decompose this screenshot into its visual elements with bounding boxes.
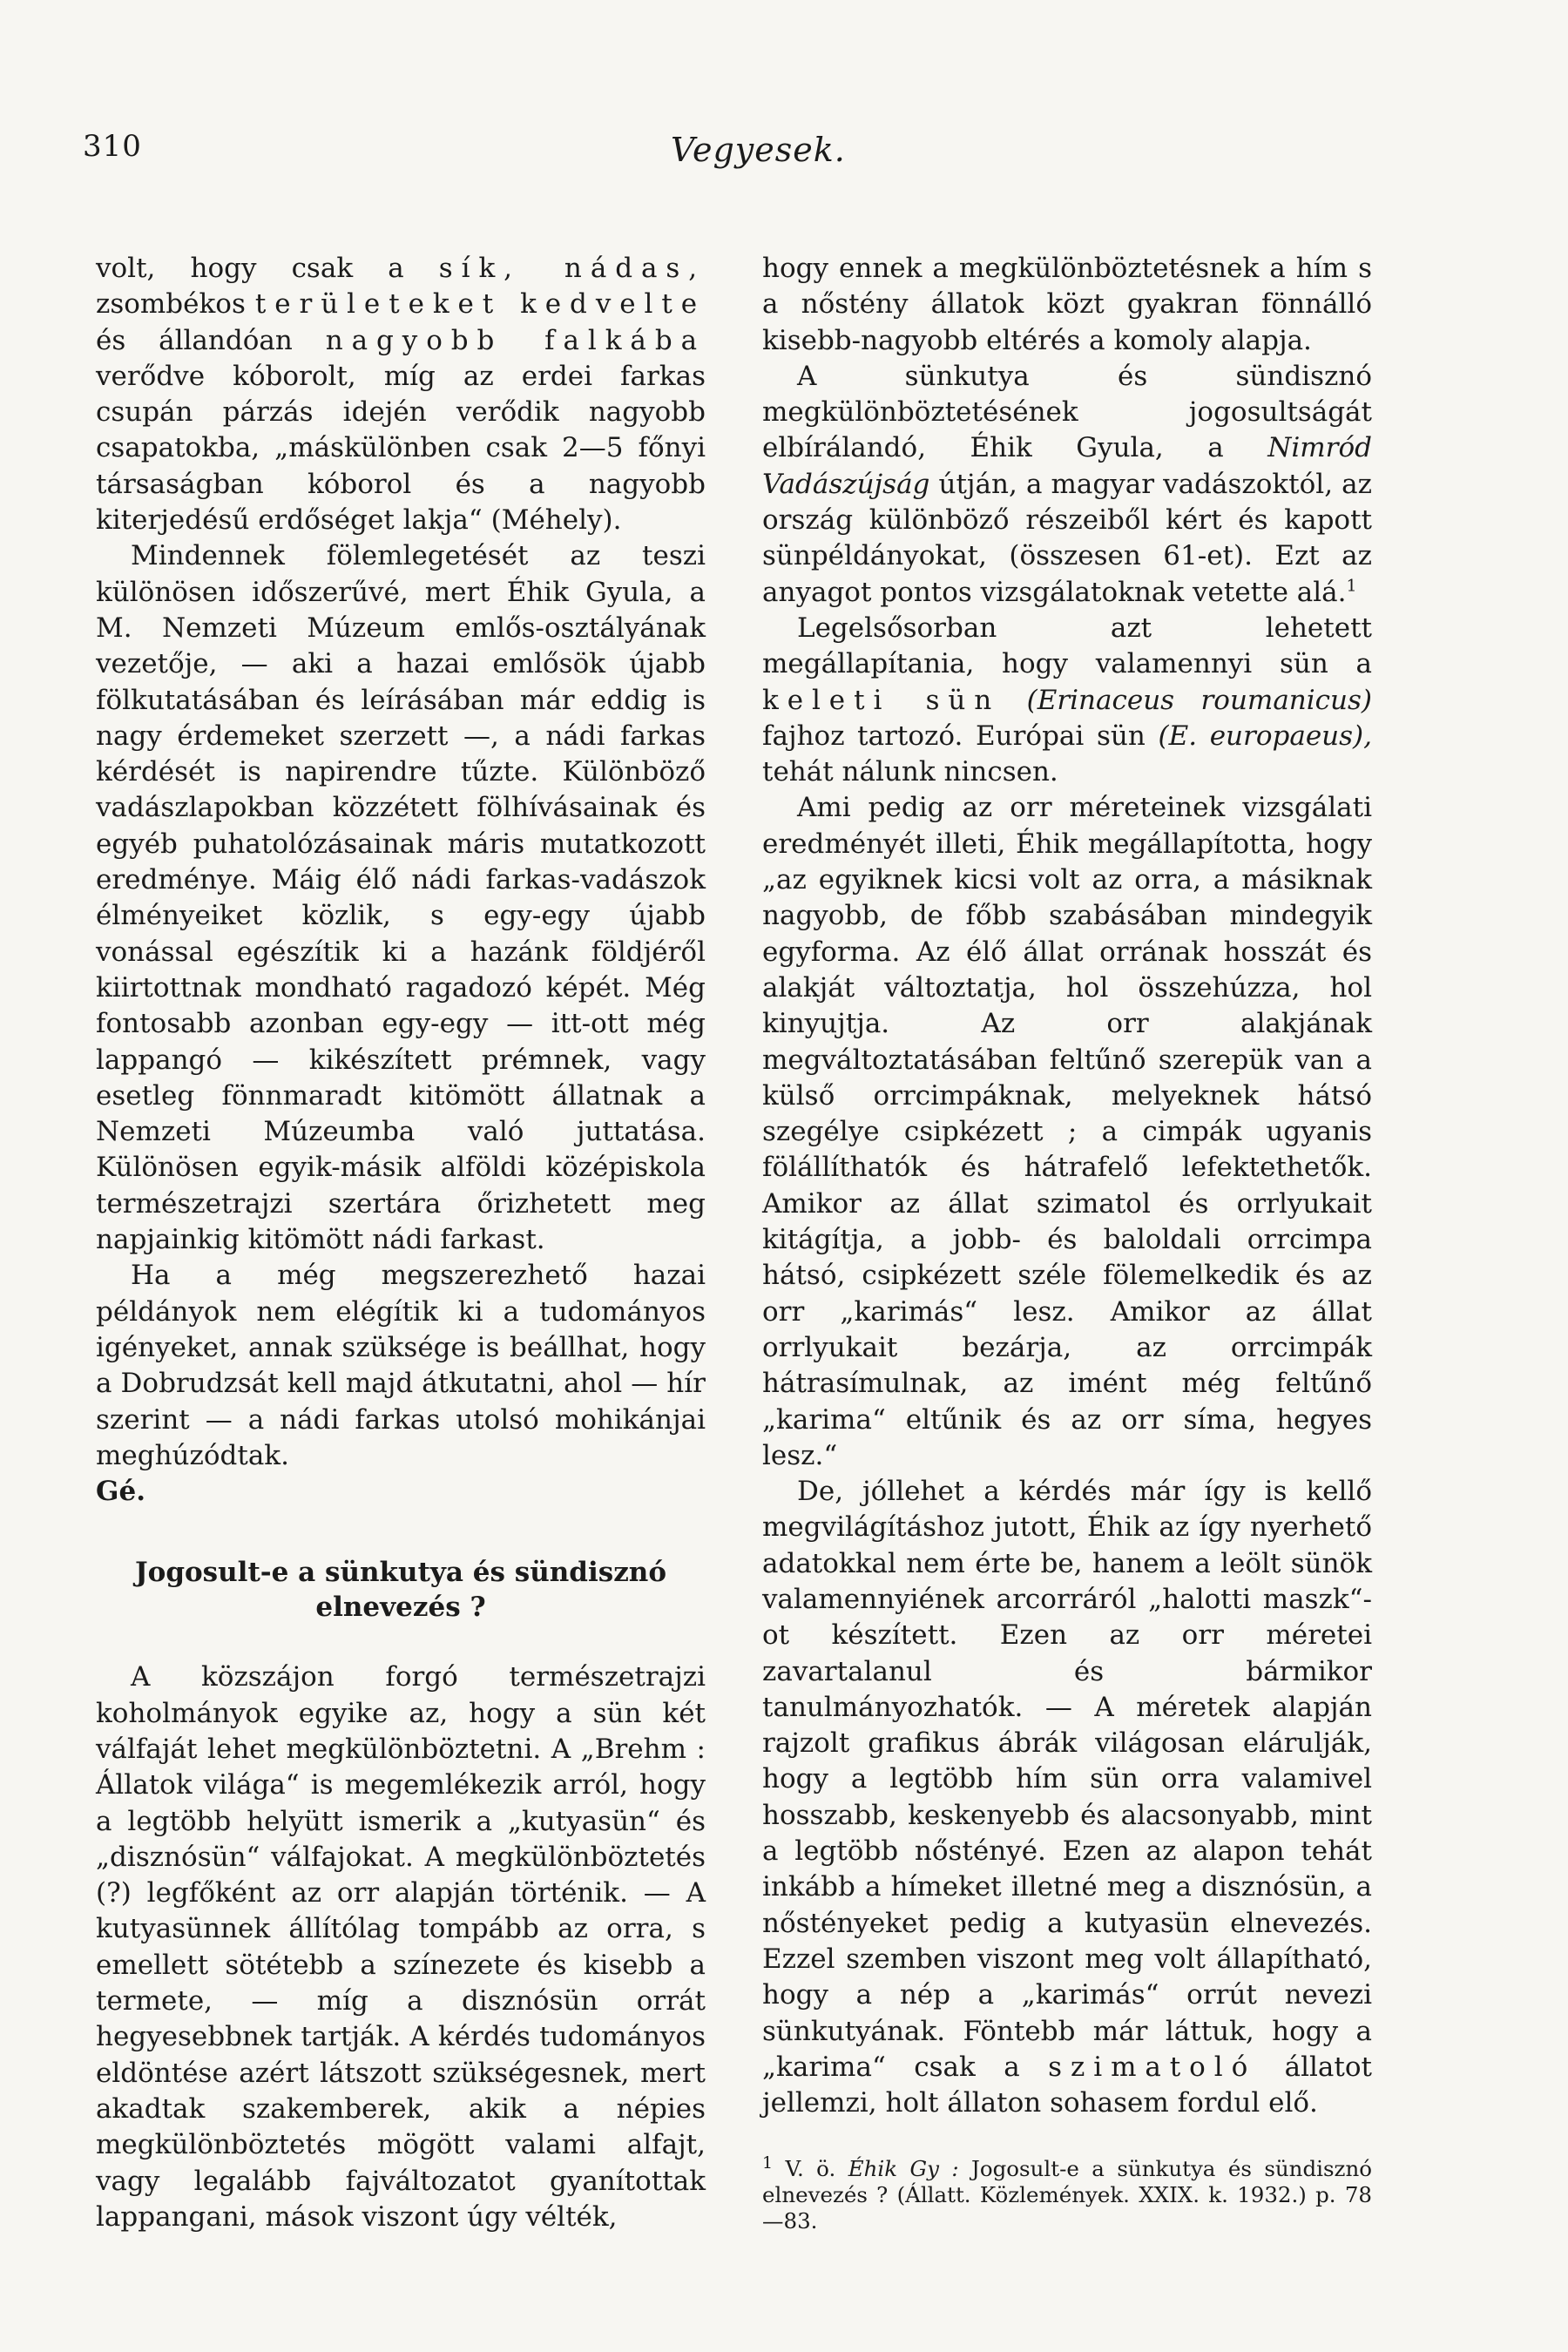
- footnote-marker: 1: [1346, 576, 1357, 596]
- paragraph-ehik-research: Mindennek fölemlegetését az teszi különösen időszerűvé, mert Éhik Gyula, a M. Nemzeti Múzeum emlős-osztályának vezetője, — aki a hazai emlősök újabb fölkutatásában és leírásában már eddig is nagy érdemeket szerzett —, a nádi farkas kérdését is napirendre tűzte. Különböző vadászlapokban közzétett fölhívásainak és egyéb puhatolózásainak máris mutatkozott eredménye. Máig élő nádi farkas-vadászok élményeiket közlik, s egy-egy újabb vonással egészítik ki a hazánk földjéről kiirtottnak mondható ragadozó képét. Még fontosabb azonban egy-egy — itt-ott még lappangó — kikészített prémnek, vagy esetleg fönnmaradt kitömött állatnak a Nemzeti Múzeumba való juttatása. Különösen egyik-másik alföldi középiskola természetrajzi szertára őrizhetett meg napjainkig kitömött nádi farkast.: [96, 540, 706, 1256]
- right-column: [762, 251, 1372, 2234]
- footnote-author: Éhik Gy :: [848, 2156, 959, 2182]
- page-number: 310: [83, 129, 142, 164]
- scientific-name: (E. europaeus),: [1158, 720, 1372, 752]
- left-column: [96, 251, 706, 2235]
- section-heading: [96, 1555, 706, 1625]
- paragraph-dobrudzsa: Ha a még megszerezhető hazai példányok nem elégítik ki a tudományos igényeket, annak szüksége is beállhat, hogy a Dobrudzsát kell majd átkutatni, ahol — hír szerint — a nádi farkas utolsó mohikánjai meghúzódtak.: [96, 1260, 706, 1471]
- section-heading-line-1: Jogosult-e a sünkutya és sündisznó: [134, 1557, 667, 1589]
- journal-title: Nimród Vadászújság: [762, 432, 1372, 500]
- footnote: $^1$ V. ö. Éhik Gy : Jogosult-e a sünkutya és sündisznó elnevezés ? (Állatt. Közlemények. XXIX. k. 1932.) p. 78—83.: [762, 2153, 1372, 2234]
- paragraph-reed-wolf-habitat: volt, hogy csak a sík, nádas, zsombékos területeket kedvelte és állandóan nagyobb falkába verődve kóborolt, míg az erdei farkas csupán párzás idején verődik nagyobb csapatokba, „máskülönben csak 2—5 főnyi társaságban kóborol és a nagyobb kiterjedésű erdőséget lakja“ (Méhely).: [96, 253, 706, 537]
- paragraph-hedgehog-myth: A közszájon forgó természetrajzi koholmányok egyike az, hogy a sün két válfaját lehet megkülönböztetni. A „Brehm : Állatok világa“ is megemlékezik arról, hogy a legtöbb helyütt ismerik a „kutyasün“ és „disznósün“ válfajokat. A megkülönböztetés (?) legfőként az orr alapján történik. — A kutyasünnek állítólag tompább az orra, s emellett sötétebb a színezete és kisebb a termete, — míg a disznósün orrát hegyesebbnek tartják. A kérdés tudományos eldöntése azért látszott szükségesnek, mert akadtak szakemberek, akik a népies megkülönböztetés mögött valami alfajt, vagy legalább fajváltozatot gyanítottak lappangani, mások viszont úgy vélték,: [96, 1661, 706, 2233]
- section-heading-line-2: elnevezés ?: [315, 1592, 486, 1624]
- paragraph-specimens: A sünkutya és sündisznó megkülönböztetésének jogosultságát elbírálandó, Éhik Gyula, a Nimród Vadászújság útján, a magyar vadászoktól, az ország különböző részeiből kért és kapott sünpéldányokat, (összesen 61-et). Ezt az anyagot pontos vizsgálatoknak vetette alá.$^1$: [762, 360, 1372, 608]
- paragraph-nose-measurement: Ami pedig az orr méreteinek vizsgálati eredményét illeti, Éhik megállapította, hogy „az egyiknek kicsi volt az orra, a másiknak nagyobb, de főbb szabásában mindegyik egyforma. Az élő állat orrának hosszát és alakját változtatja, hol összehúzza, hol kinyujtja. Az orr alakjának megváltoztatásában feltűnő szerepük van a külső orrcimpáknak, melyeknek hátsó szegélye csipkézett ; a cimpák ugyanis fölállíthatók és hátrafelő lefektethetők. Amikor az állat szimatol és orrlyukait kitágítja, a jobb- és baloldali orrcimpa hátsó, csipkézett széle fölemelkedik és az orr „karimás“ lesz. Amikor az állat orrlyukait bezárja, az orrcimpák hátrasímulnak, az imént még feltűnő „karima“ eltűnik és az orr síma, hegyes lesz.“: [762, 792, 1372, 1471]
- paragraph-species: Legelsősorban azt lehetett megállapítania, hogy valamennyi sün a keleti sün (Erinaceus roumanicus) fajhoz tartozó. Európai sün (E. europaeus), tehát nálunk nincsen.: [762, 612, 1373, 788]
- paragraph-death-mask: De, jóllehet a kérdés már így is kellő megvilágításhoz jutott, Éhik az így nyerhető adatokkal nem érte be, hanem a leölt sünök valamennyiének arcorráról „halotti maszk“-ot készített. Ezen az orr méretei zavartalanul és bármikor tanulmányozhatók. — A méretek alapján rajzolt grafikus ábrák világosan elárulják, hogy a legtöbb hím sün orra valamivel hosszabb, keskenyebb és alacsonyabb, mint a legtöbb nőstényé. Ezen az alapon tehát inkább a hímeket illetné meg a disznósün, a nőstényeket pedig a kutyasün elnevezés. Ezzel szemben viszont meg volt állapítható, hogy a nép a „karimás“ orrút nevezi sünkutyának. Föntebb már láttuk, hogy a „karima“ csak a szimatoló állatot jellemzi, holt állaton sohasem fordul elő.: [762, 1476, 1372, 2119]
- paragraph-continuation: hogy ennek a megkülönböztetésnek a hím s a nőstény állatok közt gyakran fönnálló kisebb-nagyobb eltérés a komoly alapja.: [762, 253, 1372, 356]
- author-signature: Gé.: [96, 1476, 145, 1508]
- scientific-name: (Erinaceus roumanicus): [1000, 684, 1373, 716]
- running-head: Vegyesek.: [671, 131, 846, 169]
